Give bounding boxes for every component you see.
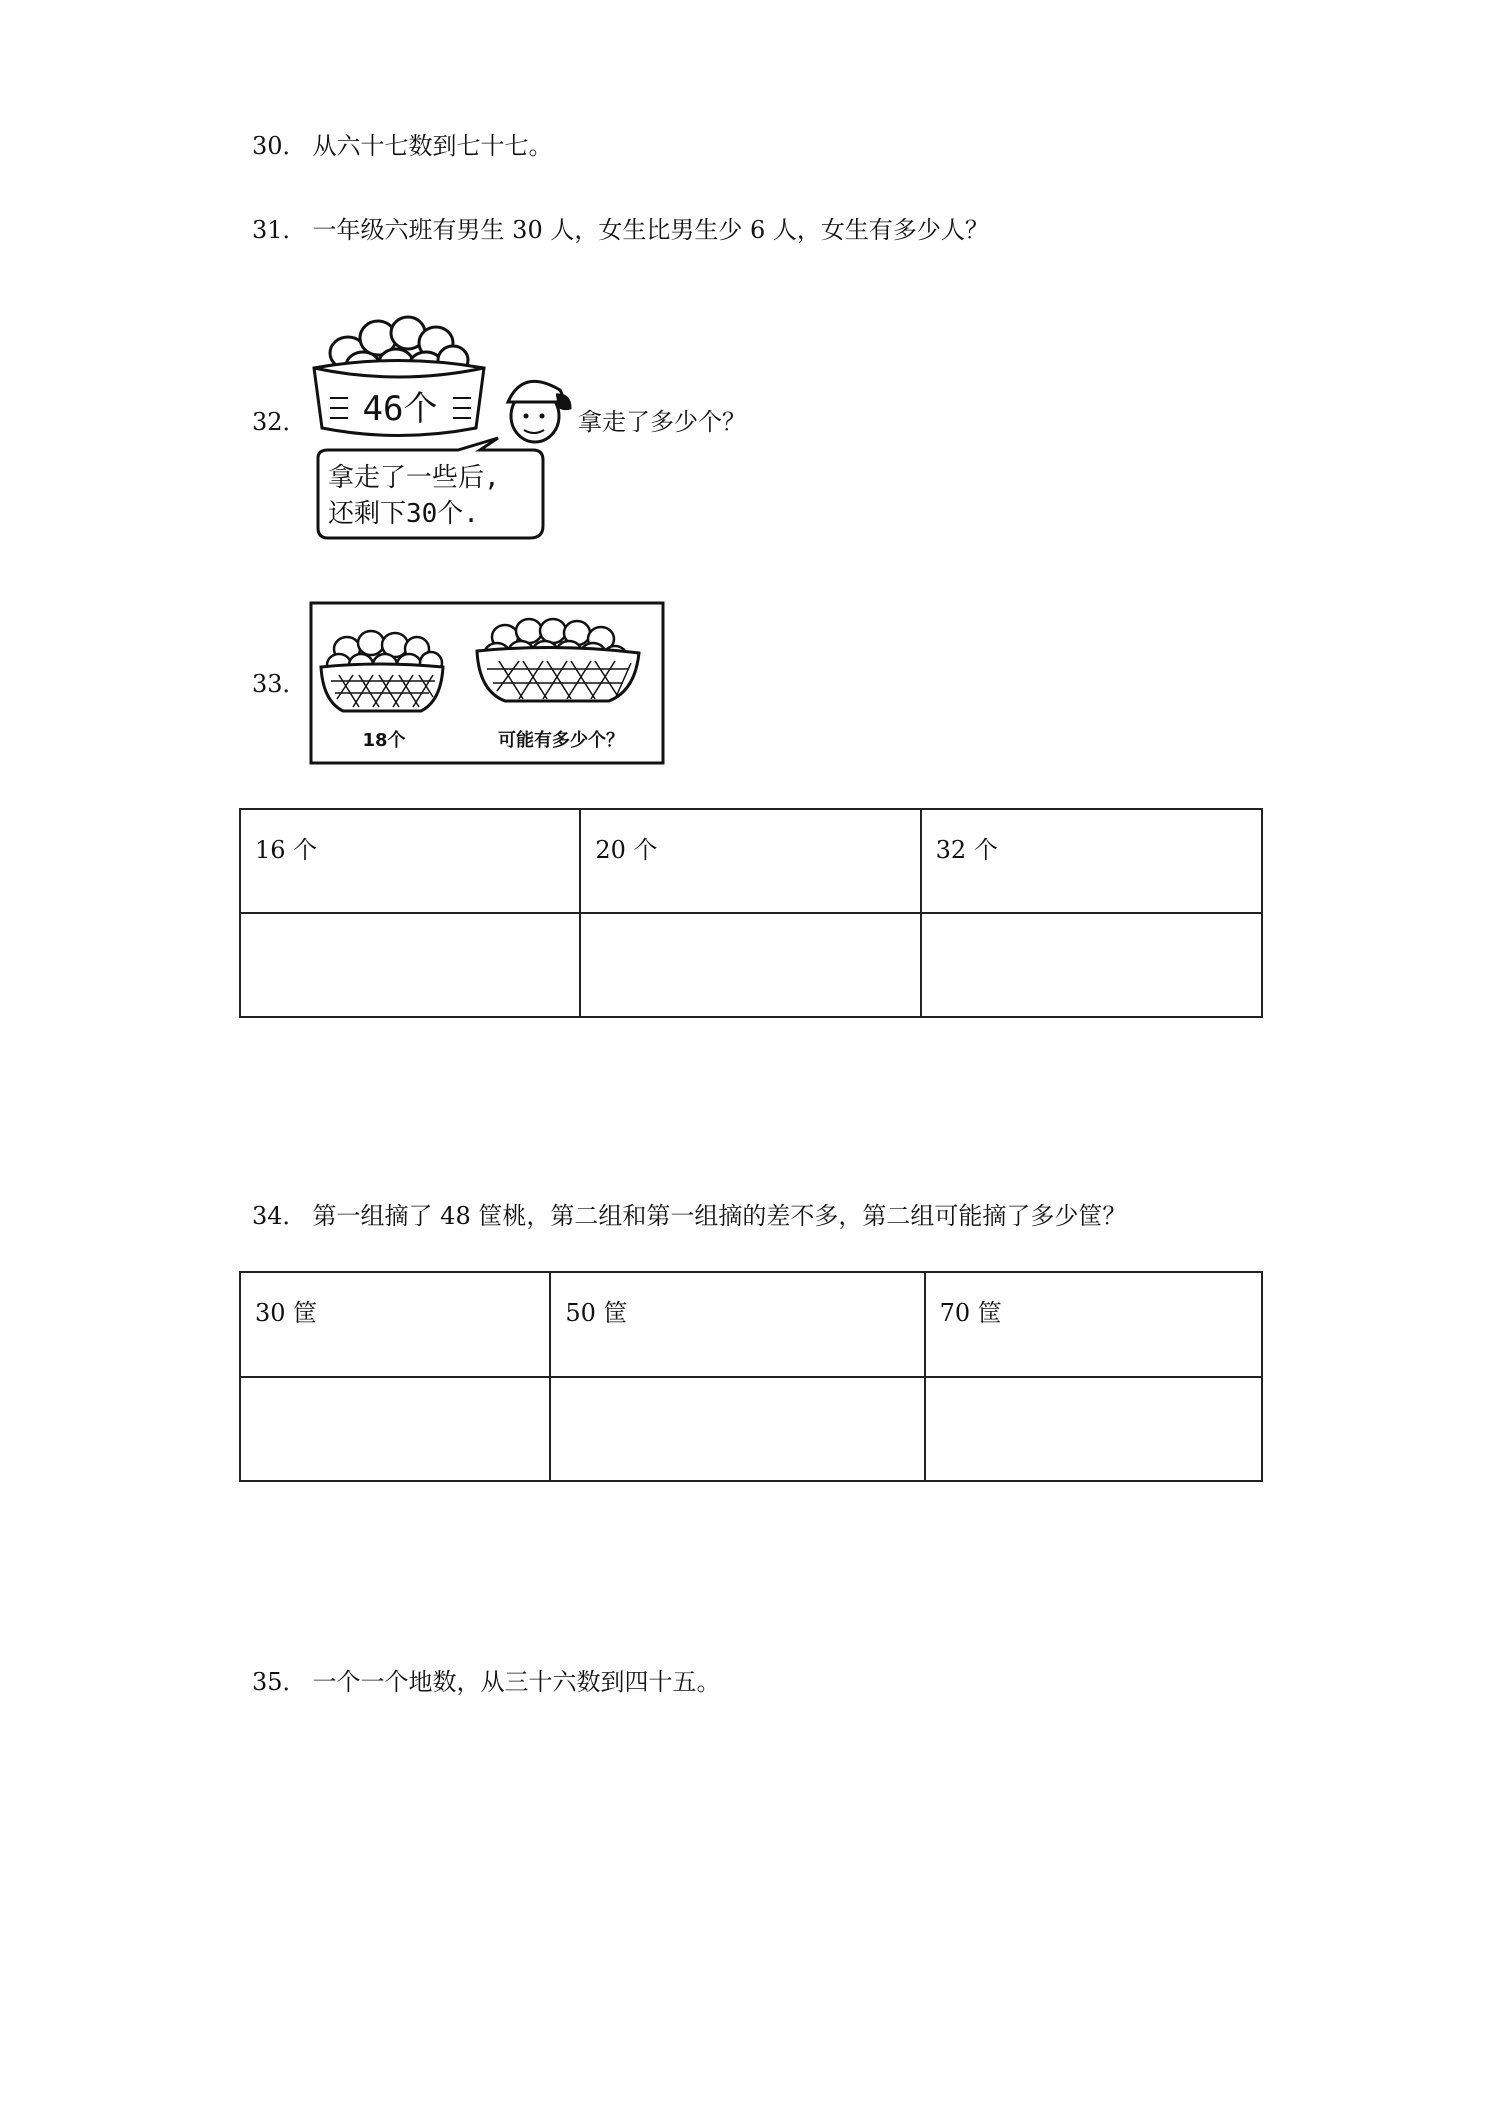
answer-cell[interactable] [240,1377,550,1481]
question-35 [252,1666,721,1698]
question-number: 32． [252,408,307,436]
answer-cell[interactable] [550,1377,924,1481]
option-cell: 32 个 [921,809,1262,913]
question-31 [252,214,989,246]
basket-label: 46个 [362,389,438,429]
question-text: 一年级六班有男生 30 人，女生比男生少 6 人，女生有多少人？ [312,216,989,244]
option-cell: 16 个 [240,809,580,913]
answer-cell[interactable] [240,913,580,1017]
speech-line-2: 还剩下30个. [328,499,479,529]
question-text: 第一组摘了 48 筐桃，第二组和第一组摘的差不多，第二组可能摘了多少筐？ [312,1202,1127,1230]
question-number: 34． [252,1202,307,1230]
question-32-number [252,406,313,438]
question-text: 一个一个地数，从三十六数到四十五。 [312,1668,721,1696]
option-cell: 20 个 [580,809,920,913]
options-table-34 [239,1271,1263,1482]
question-30 [252,130,553,162]
two-baskets-illustration [309,601,665,765]
question-34 [252,1200,1126,1232]
options-table-33 [239,808,1263,1018]
question-number: 30． [252,132,307,160]
right-basket-label: 可能有多少个？ [498,730,624,751]
question-33-number [252,668,313,700]
fruit-basket-illustration [308,298,578,548]
question-text: 拿走了多少个？ [578,408,746,436]
question-number: 33． [252,670,307,698]
question-number: 35． [252,1668,307,1696]
speech-line-1: 拿走了一些后, [328,463,500,493]
answer-cell[interactable] [580,913,920,1017]
option-cell: 50 筐 [550,1272,924,1377]
option-cell: 30 筐 [240,1272,550,1377]
answer-cell[interactable] [921,913,1262,1017]
question-text: 从六十七数到七十七。 [312,132,553,160]
option-cell: 70 筐 [925,1272,1262,1377]
question-number: 31． [252,216,307,244]
left-basket-label: 18个 [362,730,406,751]
answer-cell[interactable] [925,1377,1262,1481]
question-32-text [578,406,746,438]
